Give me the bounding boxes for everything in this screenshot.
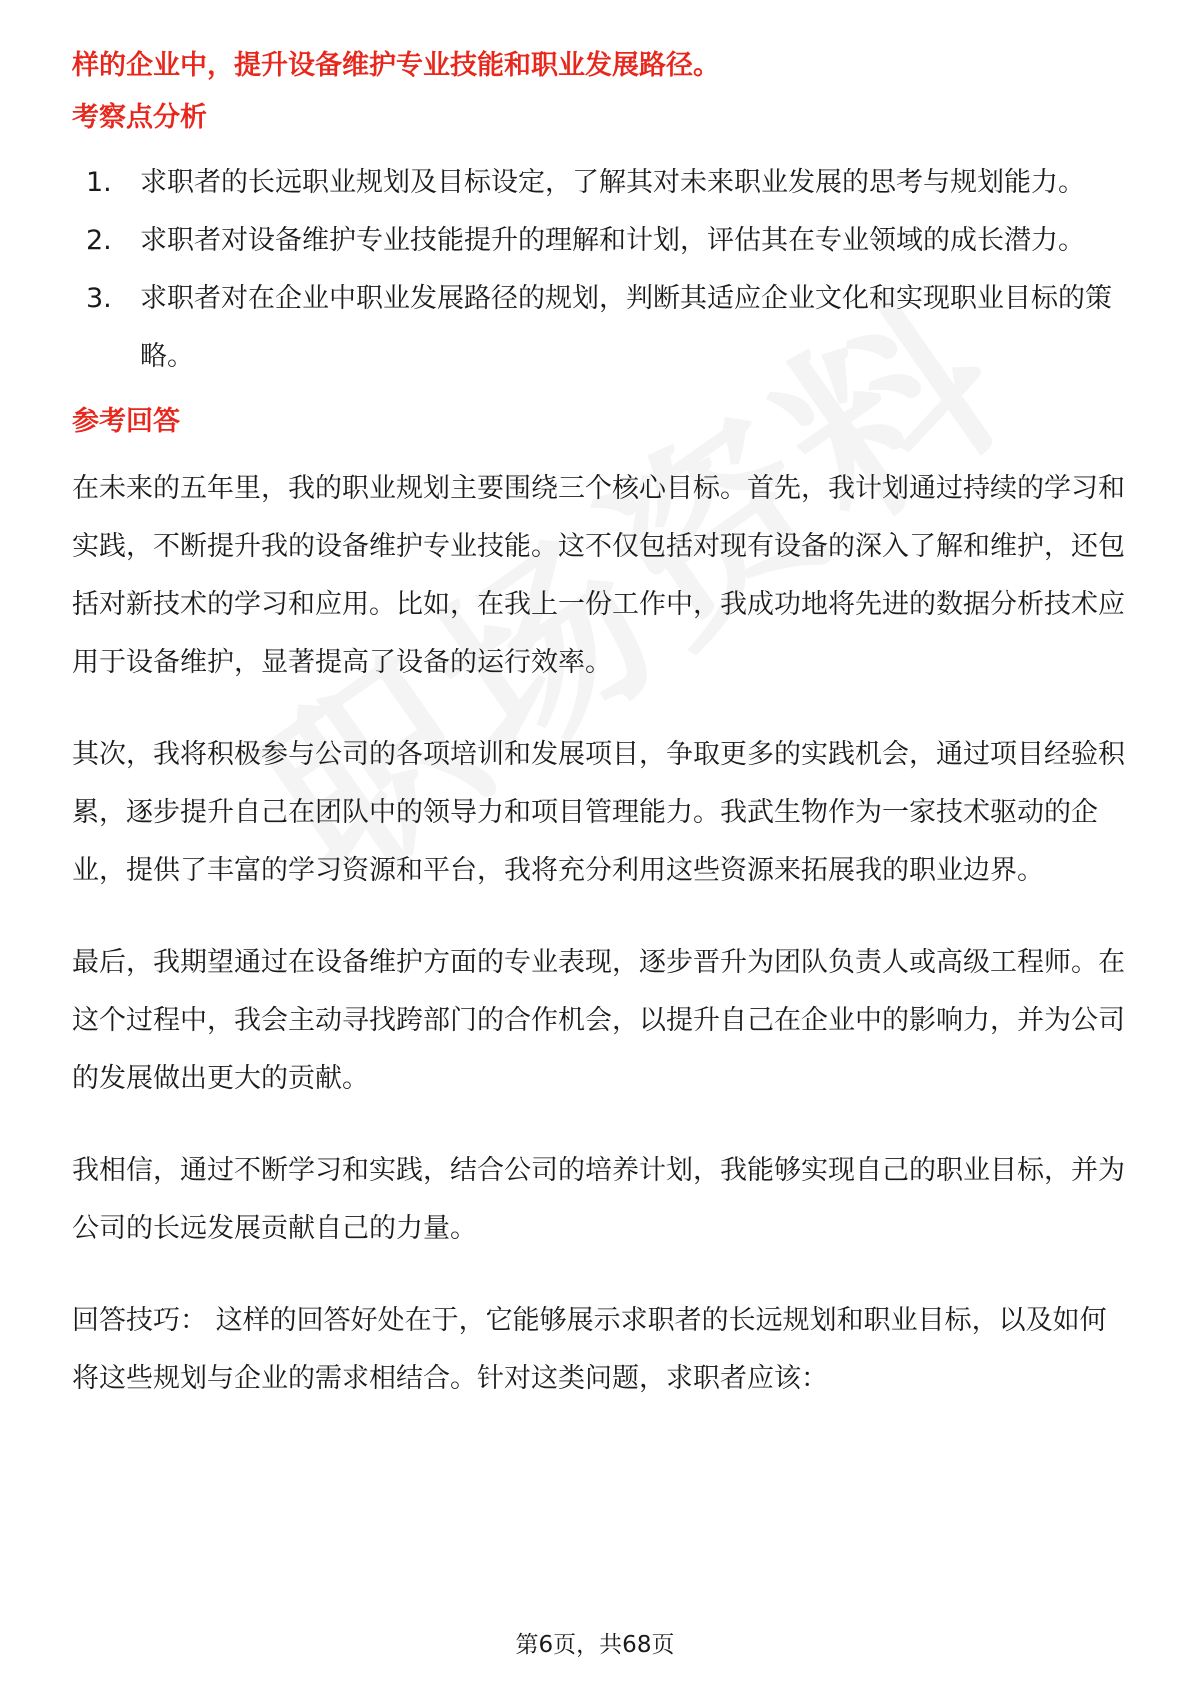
list-item (72, 154, 1132, 212)
list-text: 求职者的长远职业规划及目标设定，了解其对未来职业发展的思考与规划能力。 (140, 167, 1085, 198)
answer-paragraph: 我相信，通过不断学习和实践，结合公司的培养计划，我能够实现自己的职业目标，并为公司的长远发展贡献自己的力量。 (72, 1155, 1125, 1244)
list-text: 求职者对设备维护专业技能提升的理解和计划，评估其在专业领域的成长潜力。 (140, 225, 1085, 256)
heading-continuation: 样的企业中，提升设备维护专业技能和职业发展路径。 (72, 50, 720, 81)
answer-paragraph: 其次，我将积极参与公司的各项培训和发展项目，争取更多的实践机会，通过项目经验积累，逐步提升自己在团队中的领导力和项目管理能力。我武生物作为一家技术驱动的企业，提供了丰富的学习资源和平台，我将充分利用这些资源来拓展我的职业边界。 (72, 739, 1125, 886)
page-footer: 第6页，共68页 (515, 1632, 675, 1658)
list-number: 2. (86, 225, 112, 256)
page-content (72, 40, 1132, 1442)
list-number: 3. (86, 283, 112, 314)
tips-paragraph: 回答技巧： 这样的回答好处在于，它能够展示求职者的长远规划和职业目标，以及如何将这些规划与企业的需求相结合。针对这类问题，求职者应该： (72, 1305, 1107, 1394)
answer-paragraph: 在未来的五年里，我的职业规划主要围绕三个核心目标。首先，我计划通过持续的学习和实践，不断提升我的设备维护专业技能。这不仅包括对现有设备的深入了解和维护，还包括对新技术的学习和应用。比如，在我上一份工作中，我成功地将先进的数据分析技术应用于设备维护，显著提高了设备的运行效率。 (72, 473, 1125, 678)
answer-title: 参考回答 (72, 406, 180, 437)
analysis-list (72, 154, 1132, 386)
list-item (72, 270, 1132, 386)
list-text: 求职者对在企业中职业发展路径的规划，判断其适应企业文化和实现职业目标的策略。 (140, 283, 1112, 372)
analysis-title: 考察点分析 (72, 102, 207, 133)
list-number: 1. (86, 167, 112, 198)
list-item (72, 212, 1132, 270)
answer-paragraph: 最后，我期望通过在设备维护方面的专业表现，逐步晋升为团队负责人或高级工程师。在这个过程中，我会主动寻找跨部门的合作机会，以提升自己在企业中的影响力，并为公司的发展做出更大的贡献。 (72, 947, 1125, 1094)
